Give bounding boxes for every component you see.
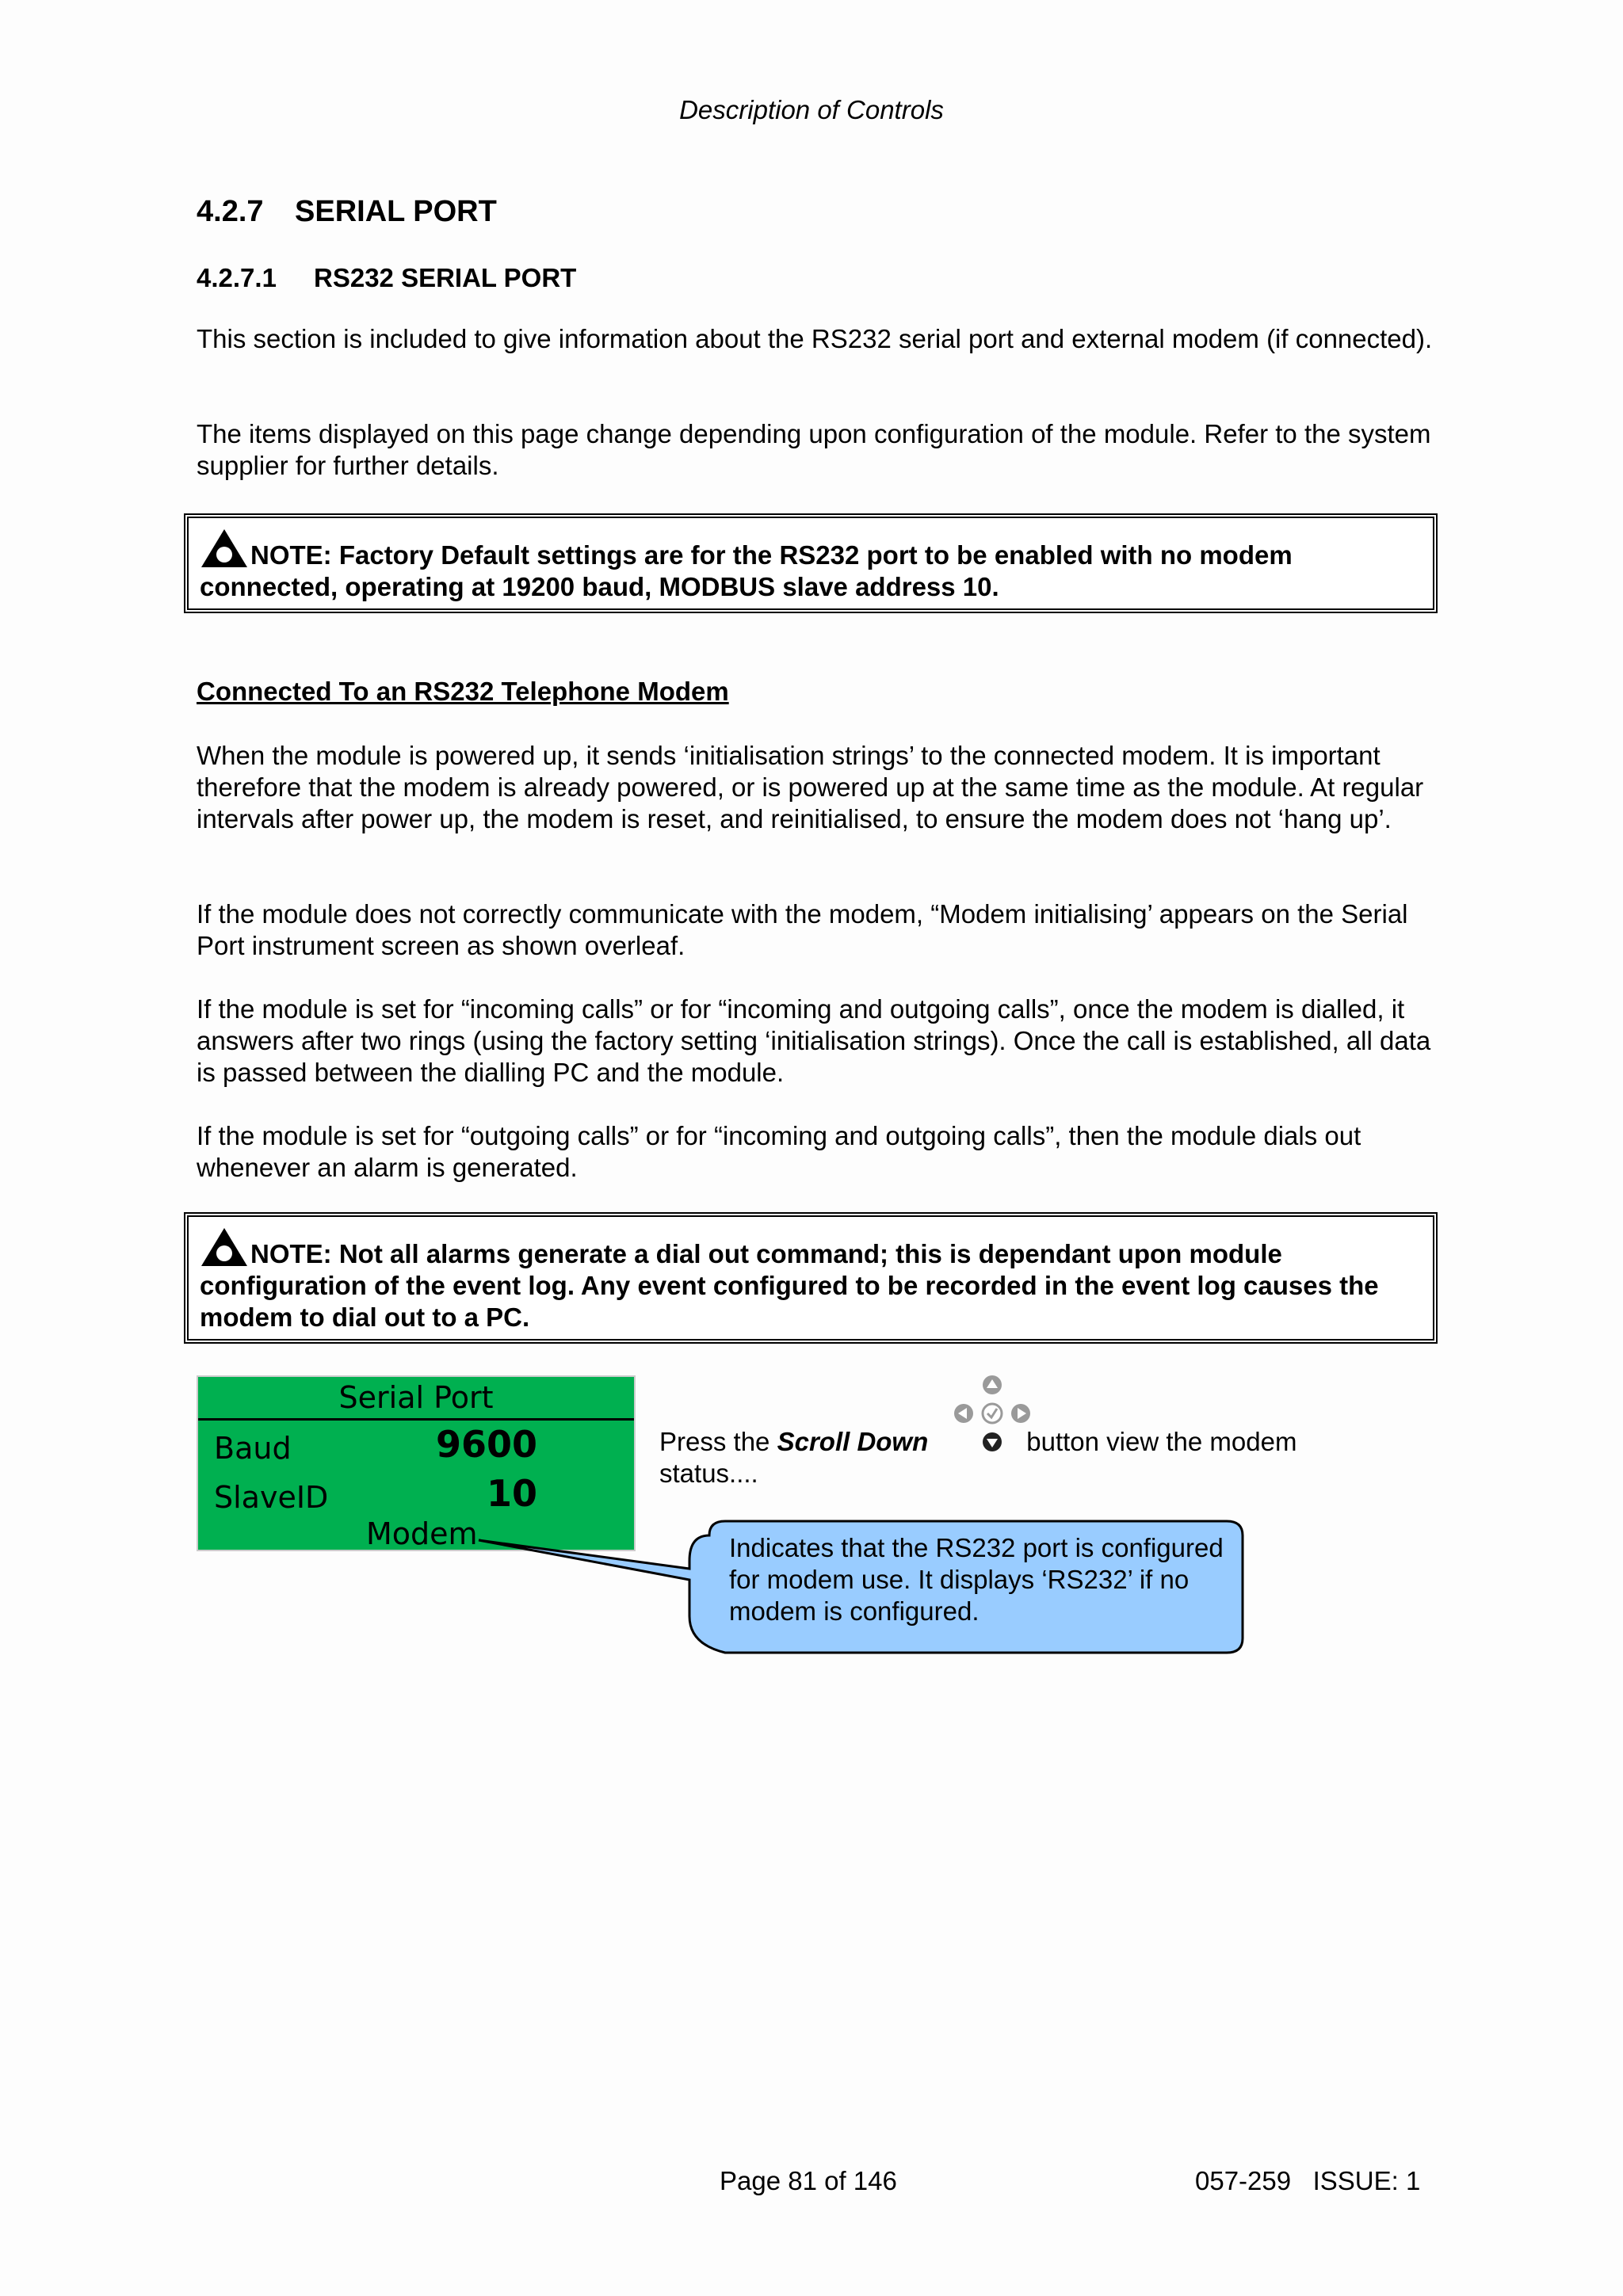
modem-paragraph-1: When the module is powered up, it sends ‘initialisation strings’ to the connected modem. It is important therefore that the modem is already powered, or is powered up at the same time as the module. At regular intervals after power up, the modem is reset, and reinitialised, to ensure the modem does not ‘hang up’. <box>197 741 1424 833</box>
lcd-slaveid-value: 10 <box>486 1472 537 1515</box>
instruction-line-2: status.... <box>659 1459 758 1488</box>
lcd-status: Modem <box>366 1516 478 1551</box>
note-text: NOTE: Factory Default settings are for the RS232 port to be enabled with no modem connected, operating at 19200 baud, MODBUS slave address 10. <box>200 540 1293 601</box>
instruction-suffix: button view the modem <box>1026 1427 1297 1456</box>
instruction-prefix: Press the <box>659 1427 770 1456</box>
lcd-baud-label: Baud <box>214 1431 292 1466</box>
page-header-title: Description of Controls <box>679 95 944 124</box>
modem-paragraph-3: If the module is set for “incoming calls” or for “incoming and outgoing calls”, once the modem is dialled, it answers after two rings (using the factory setting ‘initialisation strings). Once the call is established, all data is passed between the dialling PC and the module. <box>197 994 1431 1087</box>
lcd-title: Serial Port <box>338 1380 494 1415</box>
modem-section-heading: Connected To an RS232 Telephone Modem <box>197 677 729 706</box>
footer-page-number: Page 81 of 146 <box>720 2166 897 2195</box>
section-number: 4.2.7 <box>197 195 264 228</box>
section-title: SERIAL PORT <box>295 195 497 228</box>
note-text: NOTE: Not all alarms generate a dial out command; this is dependant upon module configuration of the event log. Any event configured to be recorded in the event log causes the modem to dial out to a PC. <box>200 1239 1379 1332</box>
subsection-number: 4.2.7.1 <box>197 263 277 292</box>
intro-paragraph-1: This section is included to give information about the RS232 serial port and external modem (if connected). <box>197 324 1433 353</box>
modem-paragraph-4: If the module is set for “outgoing calls” or for “incoming and outgoing calls”, then the module dials out whenever an alarm is generated. <box>197 1121 1361 1182</box>
callout-text: Indicates that the RS232 port is configured for modem use. It displays ‘RS232’ if no modem is configured. <box>729 1533 1224 1626</box>
modem-paragraph-2: If the module does not correctly communicate with the modem, “Modem initialising’ appears on the Serial Port instrument screen as shown overleaf. <box>197 899 1408 960</box>
lcd-slaveid-label: SlaveID <box>214 1480 329 1515</box>
lcd-baud-value: 9600 <box>436 1423 538 1466</box>
subsection-title: RS232 SERIAL PORT <box>314 263 577 292</box>
instruction-button-name: Scroll Down <box>777 1427 929 1456</box>
footer-document-issue: 057-259 ISSUE: 1 <box>1195 2166 1421 2195</box>
intro-paragraph-2: The items displayed on this page change depending upon configuration of the module. Refer to the system supplier for further details. <box>197 419 1431 480</box>
